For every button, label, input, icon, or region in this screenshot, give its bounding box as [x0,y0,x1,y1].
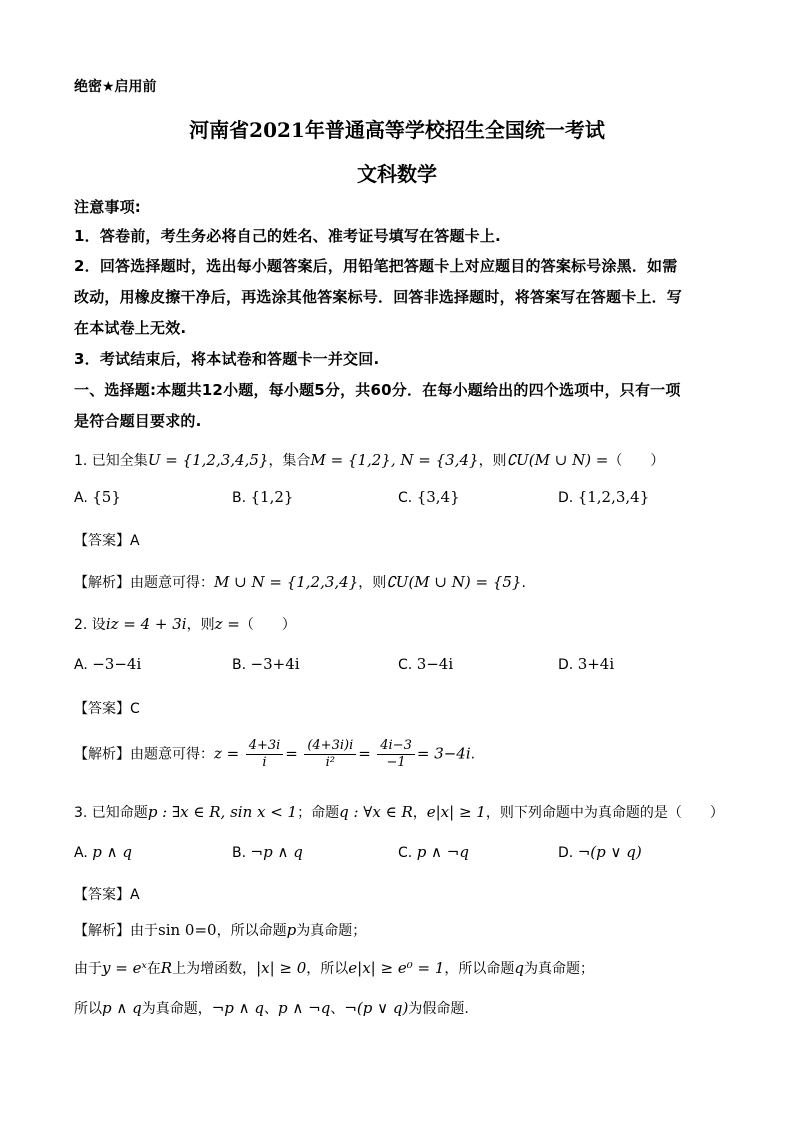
q3-analysis-line-2: 由于y = eˣ在R上为增函数，|x| ≥ 0，所以e|x| ≥ e⁰ = 1，所以命题q为真命题； [74,959,594,977]
q2-option-d: D. 3+4i [558,655,615,673]
note-2-line-3: 在本试卷上无效. [74,319,187,337]
q1-sets: M = {1,2}, N = {3,4} [310,451,479,469]
q1-option-b: B. {1,2} [232,488,294,506]
section-heading-line-2: 是符合题目要求的. [74,412,202,430]
question-3: 3. 已知命题p : ∃x ∈ R, sin x < 1；命题q : ∀x ∈ R，e|x| ≥ 1，则下列命题中为真命题的是（ ） [74,803,724,821]
section-heading-line-1: 一、选择题:本题共12小题，每小题5分，共60分．在每小题给出的四个选项中，只有一项 [74,381,681,399]
notes-heading: 注意事项: [74,198,141,216]
question-2: 2. 设iz = 4 + 3i，则z =（ ） [74,615,296,633]
note-2-line-2: 改动，用橡皮擦干净后，再选涂其他答案标号．回答非选择题时，将答案写在答题卡上．写 [74,288,683,306]
q1-option-a: A. {5} [74,488,121,506]
q2-option-c: C. 3−4i [398,655,454,673]
q2-analysis: 【解析】由题意可得：z = $\frac{4+3i}{i}$ = $\frac{(4+3i)i}{\text{i²}}$ = $\frac{4i-3}{-1}$ = 3−4i. [74,738,476,770]
q3-analysis-line-3: 所以p ∧ q为真命题，¬p ∧ q、p ∧ ¬q、¬(p ∨ q)为假命题. [74,999,469,1017]
note-1: 1．答卷前，考生务必将自己的姓名、准考证号填写在答题卡上. [74,227,501,245]
exam-subtitle: 文科数学 [357,162,437,186]
note-2-line-1: 2．回答选择题时，选出每小题答案后，用铅笔把答题卡上对应题目的答案标号涂黑．如需 [74,257,678,275]
exam-title: 河南省2021年普通高等学校招生全国统一考试 [189,118,605,142]
q3-analysis-line-1: 【解析】由于sin 0=0，所以命题p为真命题； [74,921,367,939]
note-3: 3．考试结束后，将本试卷和答题卡一并交回. [74,350,380,368]
q2-option-b: B. −3+4i [232,655,300,673]
secret-label: 绝密★启用前 [74,79,157,95]
q1-option-d: D. {1,2,3,4} [558,488,650,506]
question-1: 1. 已知全集U = {1,2,3,4,5}，集合M = {1,2}, N = {3,4}，则∁U(M ∪ N) =（ ） [74,451,665,469]
q3-answer: 【答案】A [74,887,140,903]
fraction-2: $\frac{(4+3i)i}{\text{i²}}$ [304,738,356,771]
fraction-3: $\frac{4i-3}{-1}$ [377,738,415,771]
fraction-1: $\frac{4+3i}{i}$ [246,738,284,771]
q2-answer: 【答案】C [74,701,140,717]
q3-option-a: A. p ∧ q [74,843,132,861]
q3-option-c: C. p ∧ ¬q [398,843,469,861]
q1-analysis: 【解析】由题意可得：M ∪ N = {1,2,3,4}，则∁U(M ∪ N) = {5}. [74,573,526,591]
q3-option-d: D. ¬(p ∨ q) [558,843,642,861]
q1-expression: ∁U(M ∪ N) = [506,451,609,469]
q1-option-c: C. {3,4} [398,488,460,506]
q1-answer: 【答案】A [74,533,140,549]
q1-universal-set: U = {1,2,3,4,5} [147,451,269,469]
q2-option-a: A. −3−4i [74,655,142,673]
q3-option-b: B. ¬p ∧ q [232,843,303,861]
